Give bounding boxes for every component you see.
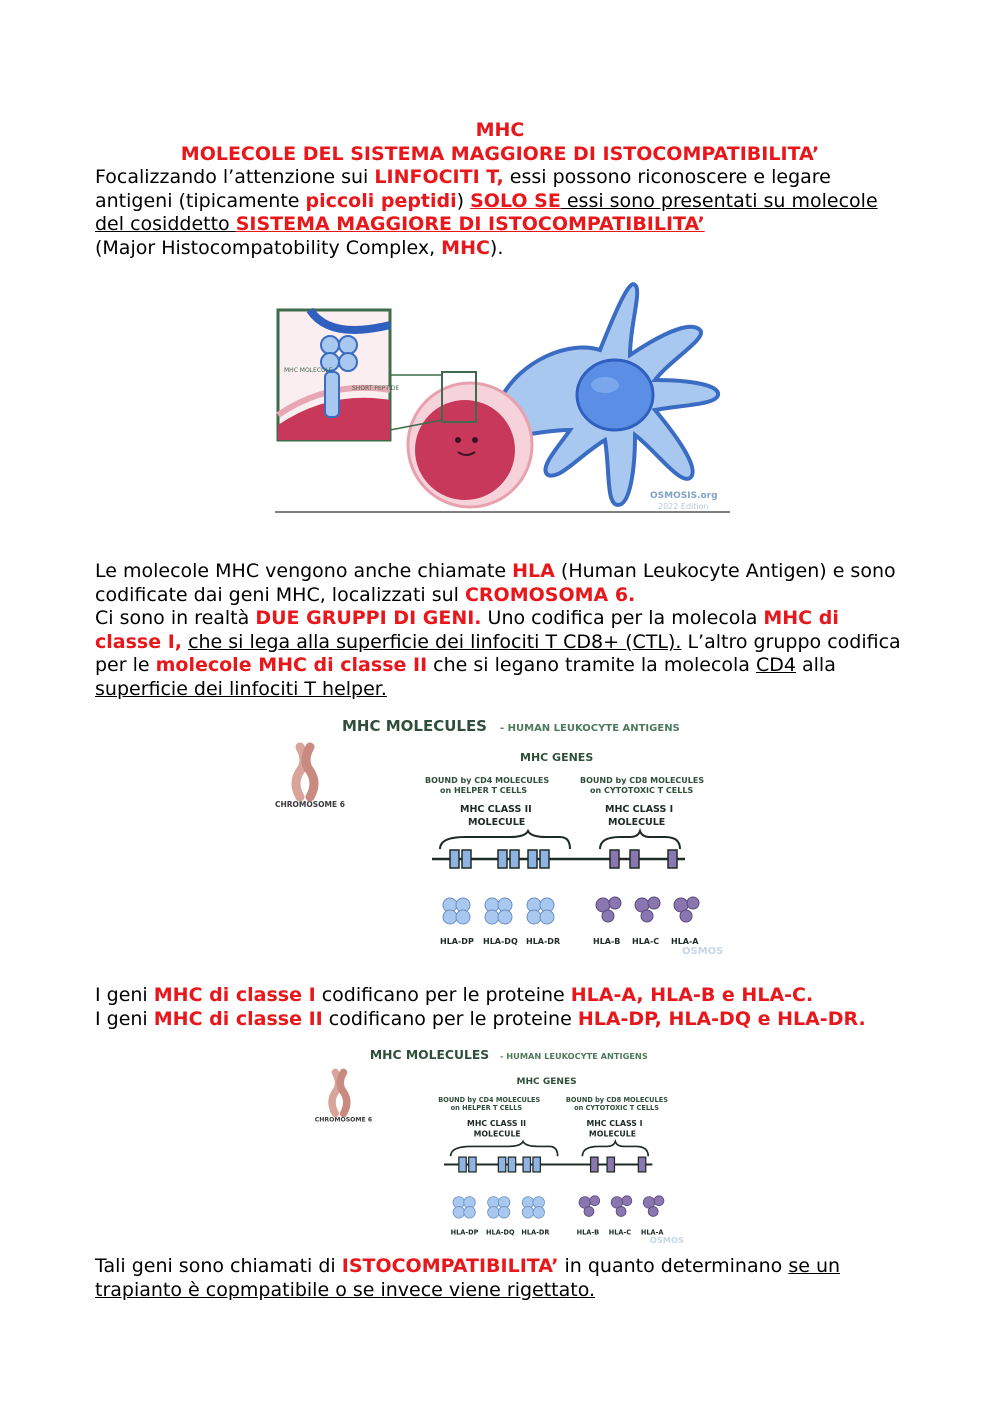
label-mhc-molecule: MHC MOLECULE: [284, 367, 333, 374]
text-run: essi possono riconoscere e legare antigeni (tipicamente: [95, 166, 831, 212]
diagram-heading: MHC MOLECULES: [342, 717, 487, 735]
class2-gene-segments: [459, 1157, 541, 1172]
hla-a-label: HLA-A: [671, 937, 699, 946]
class2-molecules: [453, 1197, 544, 1218]
mhc-genes-label: MHC GENES: [516, 1076, 577, 1087]
text-run: che si legano tramite la molecola: [427, 654, 756, 676]
class1-molecules: [596, 897, 699, 922]
text-run: Ci sono in realtà: [95, 607, 256, 629]
class1-label-2: MOLECULE: [608, 817, 666, 828]
osmosis-watermark: OSMOS: [649, 1234, 684, 1245]
highlight-mhc: MHC: [441, 236, 490, 259]
hla-c-label: HLA-C: [632, 937, 660, 946]
text-run: codificano per le proteine: [322, 1007, 578, 1030]
class2-label-2: MOLECULE: [468, 817, 526, 828]
highlight-sistema: SISTEMA MAGGIORE DI ISTOCOMPATIBILITA’: [235, 213, 705, 235]
edition-watermark: 2022 Edition: [658, 502, 709, 511]
highlight-cromosoma: CROMOSOMA 6.: [464, 583, 636, 606]
osmosis-watermark: OSMOSIS.org: [650, 491, 718, 501]
hla-b-label: HLA-B: [593, 937, 621, 946]
highlight-hla-abc: HLA-A, HLA-B e HLA-C.: [570, 984, 814, 1006]
text-run: Tali geni sono chiamati di: [95, 1255, 342, 1277]
chromosome-icon: [332, 1072, 347, 1113]
text-run: ).: [489, 236, 504, 259]
text-run: L’altro gruppo codifica per le: [95, 630, 901, 676]
highlight-classe-i: MHC di classe I,: [95, 607, 839, 653]
underlined-run: che si lega alla superficie dei linfociti T CD8+ (CTL).: [188, 630, 682, 653]
hla-c-label: HLA-C: [608, 1228, 632, 1237]
title-line-2: MOLECOLE DEL SISTEMA MAGGIORE DI ISTOCOMPATIBILITA’: [180, 143, 820, 165]
hla-dr-label: HLA-DR: [521, 1228, 550, 1237]
hla-b-label: HLA-B: [576, 1228, 600, 1237]
text-run: Le molecole MHC vengono anche chiamate: [95, 560, 513, 582]
text-run: codificano per le proteine: [315, 984, 571, 1006]
highlight-classe-ii: MHC di classe II: [153, 1007, 323, 1030]
text-run: Uno codifica per la molecola: [481, 607, 764, 629]
underlined-run: se un trapianto è copmpatibile o se invece viene rigettato.: [95, 1255, 841, 1301]
cd8-label: BOUND by CD8 MOLECULES: [565, 1095, 668, 1104]
genes-paragraph: [95, 984, 905, 1031]
class2-gene-segments: [450, 850, 549, 868]
text-run: (Major Histocompatobility Complex,: [95, 236, 442, 259]
highlight-classe-i: MHC di classe I: [153, 984, 316, 1006]
text-run: alla: [795, 654, 836, 676]
class2-molecules: [443, 898, 554, 924]
document-page: [95, 118, 905, 1302]
hla-dp-label: HLA-DP: [450, 1228, 479, 1237]
text-run: in quanto determinano: [558, 1255, 789, 1277]
class1-label: MHC CLASS I: [605, 804, 674, 815]
t-cell-illustration: [408, 383, 532, 507]
hla-dp-label: HLA-DP: [440, 937, 474, 946]
highlight-linfociti: LINFOCITI T,: [374, 166, 504, 188]
mhc-genes-diagram-small: [305, 1041, 695, 1251]
class1-label: MHC CLASS I: [586, 1118, 643, 1128]
highlight-due-gruppi: DUE GRUPPI DI GENI.: [255, 607, 482, 629]
highlight-peptidi: piccoli peptidi: [305, 189, 457, 212]
title-line-1: MHC: [475, 119, 525, 141]
label-short-peptide: SHORT PEPTIDE: [352, 385, 400, 392]
chromosome-label: CHROMOSOME 6: [314, 1116, 373, 1124]
cd8-label-2: on CYTOTOXIC T CELLS: [574, 1104, 659, 1113]
cd4-label-2: on HELPER T CELLS: [450, 1104, 523, 1113]
chromosome-label: CHROMOSOME 6: [275, 800, 345, 809]
text-run: Focalizzando l’attenzione sui: [95, 166, 375, 188]
hla-a-label: HLA-A: [640, 1228, 664, 1237]
highlight-hla: HLA: [512, 560, 555, 582]
mhc-presentation-figure: [270, 280, 730, 540]
underlined-cd4: CD4: [755, 654, 796, 676]
istocompatibilita-paragraph: [95, 1255, 905, 1302]
cd4-label-2: on HELPER T CELLS: [440, 786, 528, 795]
underlined-run: superficie dei linfociti T helper.: [95, 677, 387, 700]
class2-label: MHC CLASS II: [467, 1118, 527, 1128]
diagram-subheading: - HUMAN LEUKOCYTE ANTIGENS: [500, 723, 680, 734]
chromosome-icon: [296, 747, 314, 797]
cd8-label: BOUND by CD8 MOLECULES: [580, 776, 705, 785]
class1-label-2: MOLECULE: [588, 1129, 637, 1139]
mhc-genes-label: MHC GENES: [520, 751, 594, 764]
text-run: I geni: [95, 1007, 154, 1030]
class1-molecules: [579, 1196, 664, 1217]
text-run: ): [456, 189, 471, 212]
highlight-solo-se: SOLO SE: [470, 189, 561, 212]
highlight-hla-dp-dq-dr: HLA-DP, HLA-DQ e HLA-DR.: [577, 1007, 866, 1030]
highlight-istocompatibilita: ISTOCOMPATIBILITA’: [341, 1255, 559, 1277]
diagram-heading: MHC MOLECULES: [369, 1048, 490, 1063]
text-run: (Human Leukocyte Antigen) e sono codificate dai geni MHC, localizzati sul: [95, 560, 896, 606]
hla-dr-label: HLA-DR: [526, 937, 561, 946]
intro-paragraph: [95, 166, 905, 260]
mhc-genes-diagram: [270, 709, 730, 964]
dendritic-cell-illustration: [498, 284, 718, 505]
hla-paragraph: [95, 560, 905, 701]
hla-dq-label: HLA-DQ: [486, 1228, 515, 1237]
hla-dq-label: HLA-DQ: [483, 937, 518, 946]
osmosis-watermark: OSMOS: [682, 946, 724, 957]
underlined-run: essi sono presentati su molecole del cosiddetto: [95, 189, 878, 235]
highlight-classe-ii: molecole MHC di classe II: [155, 654, 428, 676]
text-run: I geni: [95, 984, 154, 1006]
cd8-label-2: on CYTOTOXIC T CELLS: [590, 786, 694, 795]
diagram-subheading: - HUMAN LEUKOCYTE ANTIGENS: [500, 1051, 648, 1062]
class2-label-2: MOLECULE: [473, 1129, 521, 1139]
cd4-label: BOUND by CD4 MOLECULES: [438, 1095, 541, 1104]
class2-label: MHC CLASS II: [460, 804, 532, 815]
cd4-label: BOUND by CD4 MOLECULES: [425, 776, 550, 785]
